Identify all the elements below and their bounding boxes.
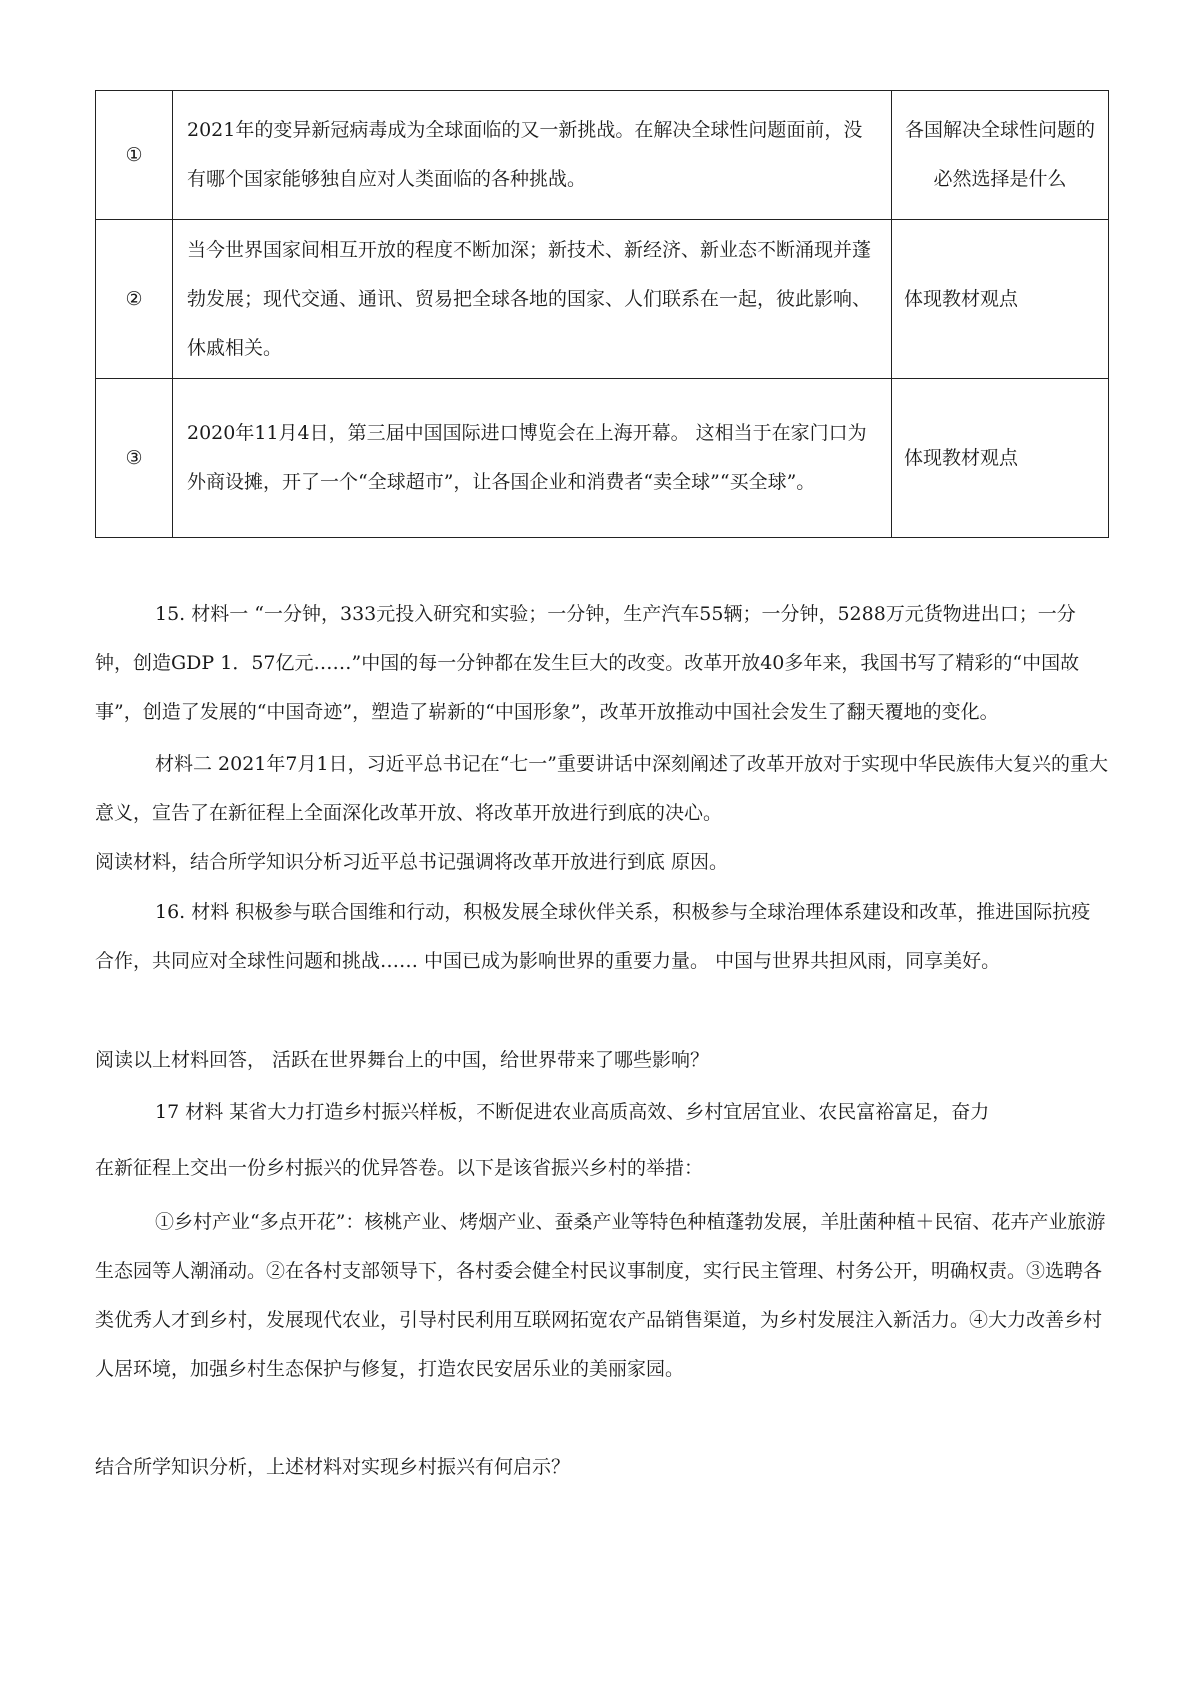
row-number: ③ [96,379,173,538]
material-cell: 2021年的变异新冠病毒成为全球面临的又一新挑战。在解决全球性问题面前，没有哪个国家能够独自应对人类面临的各种挑战。 [173,91,892,220]
requirement-cell: 体现教材观点 [892,220,1109,379]
material-cell: 当今世界国家间相互开放的程度不断加深；新技术、新经济、新业态不断涌现并蓬勃发展；现代交通、通讯、贸易把全球各地的国家、人们联系在一起，彼此影响、休戚相关。 [173,220,892,379]
table-row [96,91,1109,220]
q17-measures: ①乡村产业“多点开花”：核桃产业、烤烟产业、蚕桑产业等特色种植蓬勃发展，羊肚菌种植＋民宿、花卉产业旅游生态园等人潮涌动。②在各村支部领导下，各村委会健全村民议事制度，实行民主管理、村务公开，明确权责。③选聘各类优秀人才到乡村，发展现代农业，引导村民利用互联网拓宽农产品销售渠道，为乡村发展注入新活力。④大力改善乡村人居环境，加强乡村生态保护与修复，打造农民安居乐业的美丽家园。 [95,1211,1106,1380]
q15-material2: 材料二 2021年7月1日，习近平总书记在“七一”重要讲话中深刻阐述了改革开放对于实现中华民族伟大复兴的重大意义，宣告了在新征程上全面深化改革开放、将改革开放进行到底的决心。 [95,753,1108,824]
q17-question: 结合所学知识分析，上述材料对实现乡村振兴有何启示？ [95,1456,571,1478]
requirement-cell: 体现教材观点 [892,379,1109,538]
q15-material1: 15. 材料一 “一分钟，333元投入研究和实验；一分钟，生产汽车55辆；一分钟，5288万元货物进出口；一分钟，创造GDP 1．57亿元……”中国的每一分钟都在发生巨大的改变。改革开放40多年来，我国书写了精彩的“中国故事”，创造了发展的“中国奇迹”，塑造了崭新的“中国形象”，改革开放推动中国社会发生了翻天覆地的变化。 [95,603,1080,723]
requirement-cell: 各国解决全球性问题的必然选择是什么 [892,91,1109,220]
material-cell: 2020年11月4日，第三届中国国际进口博览会在上海开幕。 这相当于在家门口为外商设摊，开了一个“全球超市”，让各国企业和消费者“卖全球”“买全球”。 [173,379,892,538]
q16-material: 16. 材料 积极参与联合国维和行动，积极发展全球伙伴关系，积极参与全球治理体系建设和改革，推进国际抗疫合作，共同应对全球性问题和挑战…… 中国已成为影响世界的重要力量。 中国与世界共担风雨，同享美好。 [95,901,1091,972]
table-row [96,220,1109,379]
q15-question: 阅读材料，结合所学知识分析习近平总书记强调将改革开放进行到底 原因。 [95,851,729,873]
material-table [95,90,1109,538]
row-number: ② [96,220,173,379]
row-number: ① [96,91,173,220]
q17-material-line2: 在新征程上交出一份乡村振兴的优异答卷。以下是该省振兴乡村的举措： [95,1157,704,1179]
q16-question: 阅读以上材料回答， 活跃在世界舞台上的中国，给世界带来了哪些影响？ [95,1049,710,1071]
q17-material-line1: 17 材料 某省大力打造乡村振兴样板，不断促进农业高质高效、乡村宜居宜业、农民富裕富足，奋力 [155,1101,990,1123]
table-row [96,379,1109,538]
